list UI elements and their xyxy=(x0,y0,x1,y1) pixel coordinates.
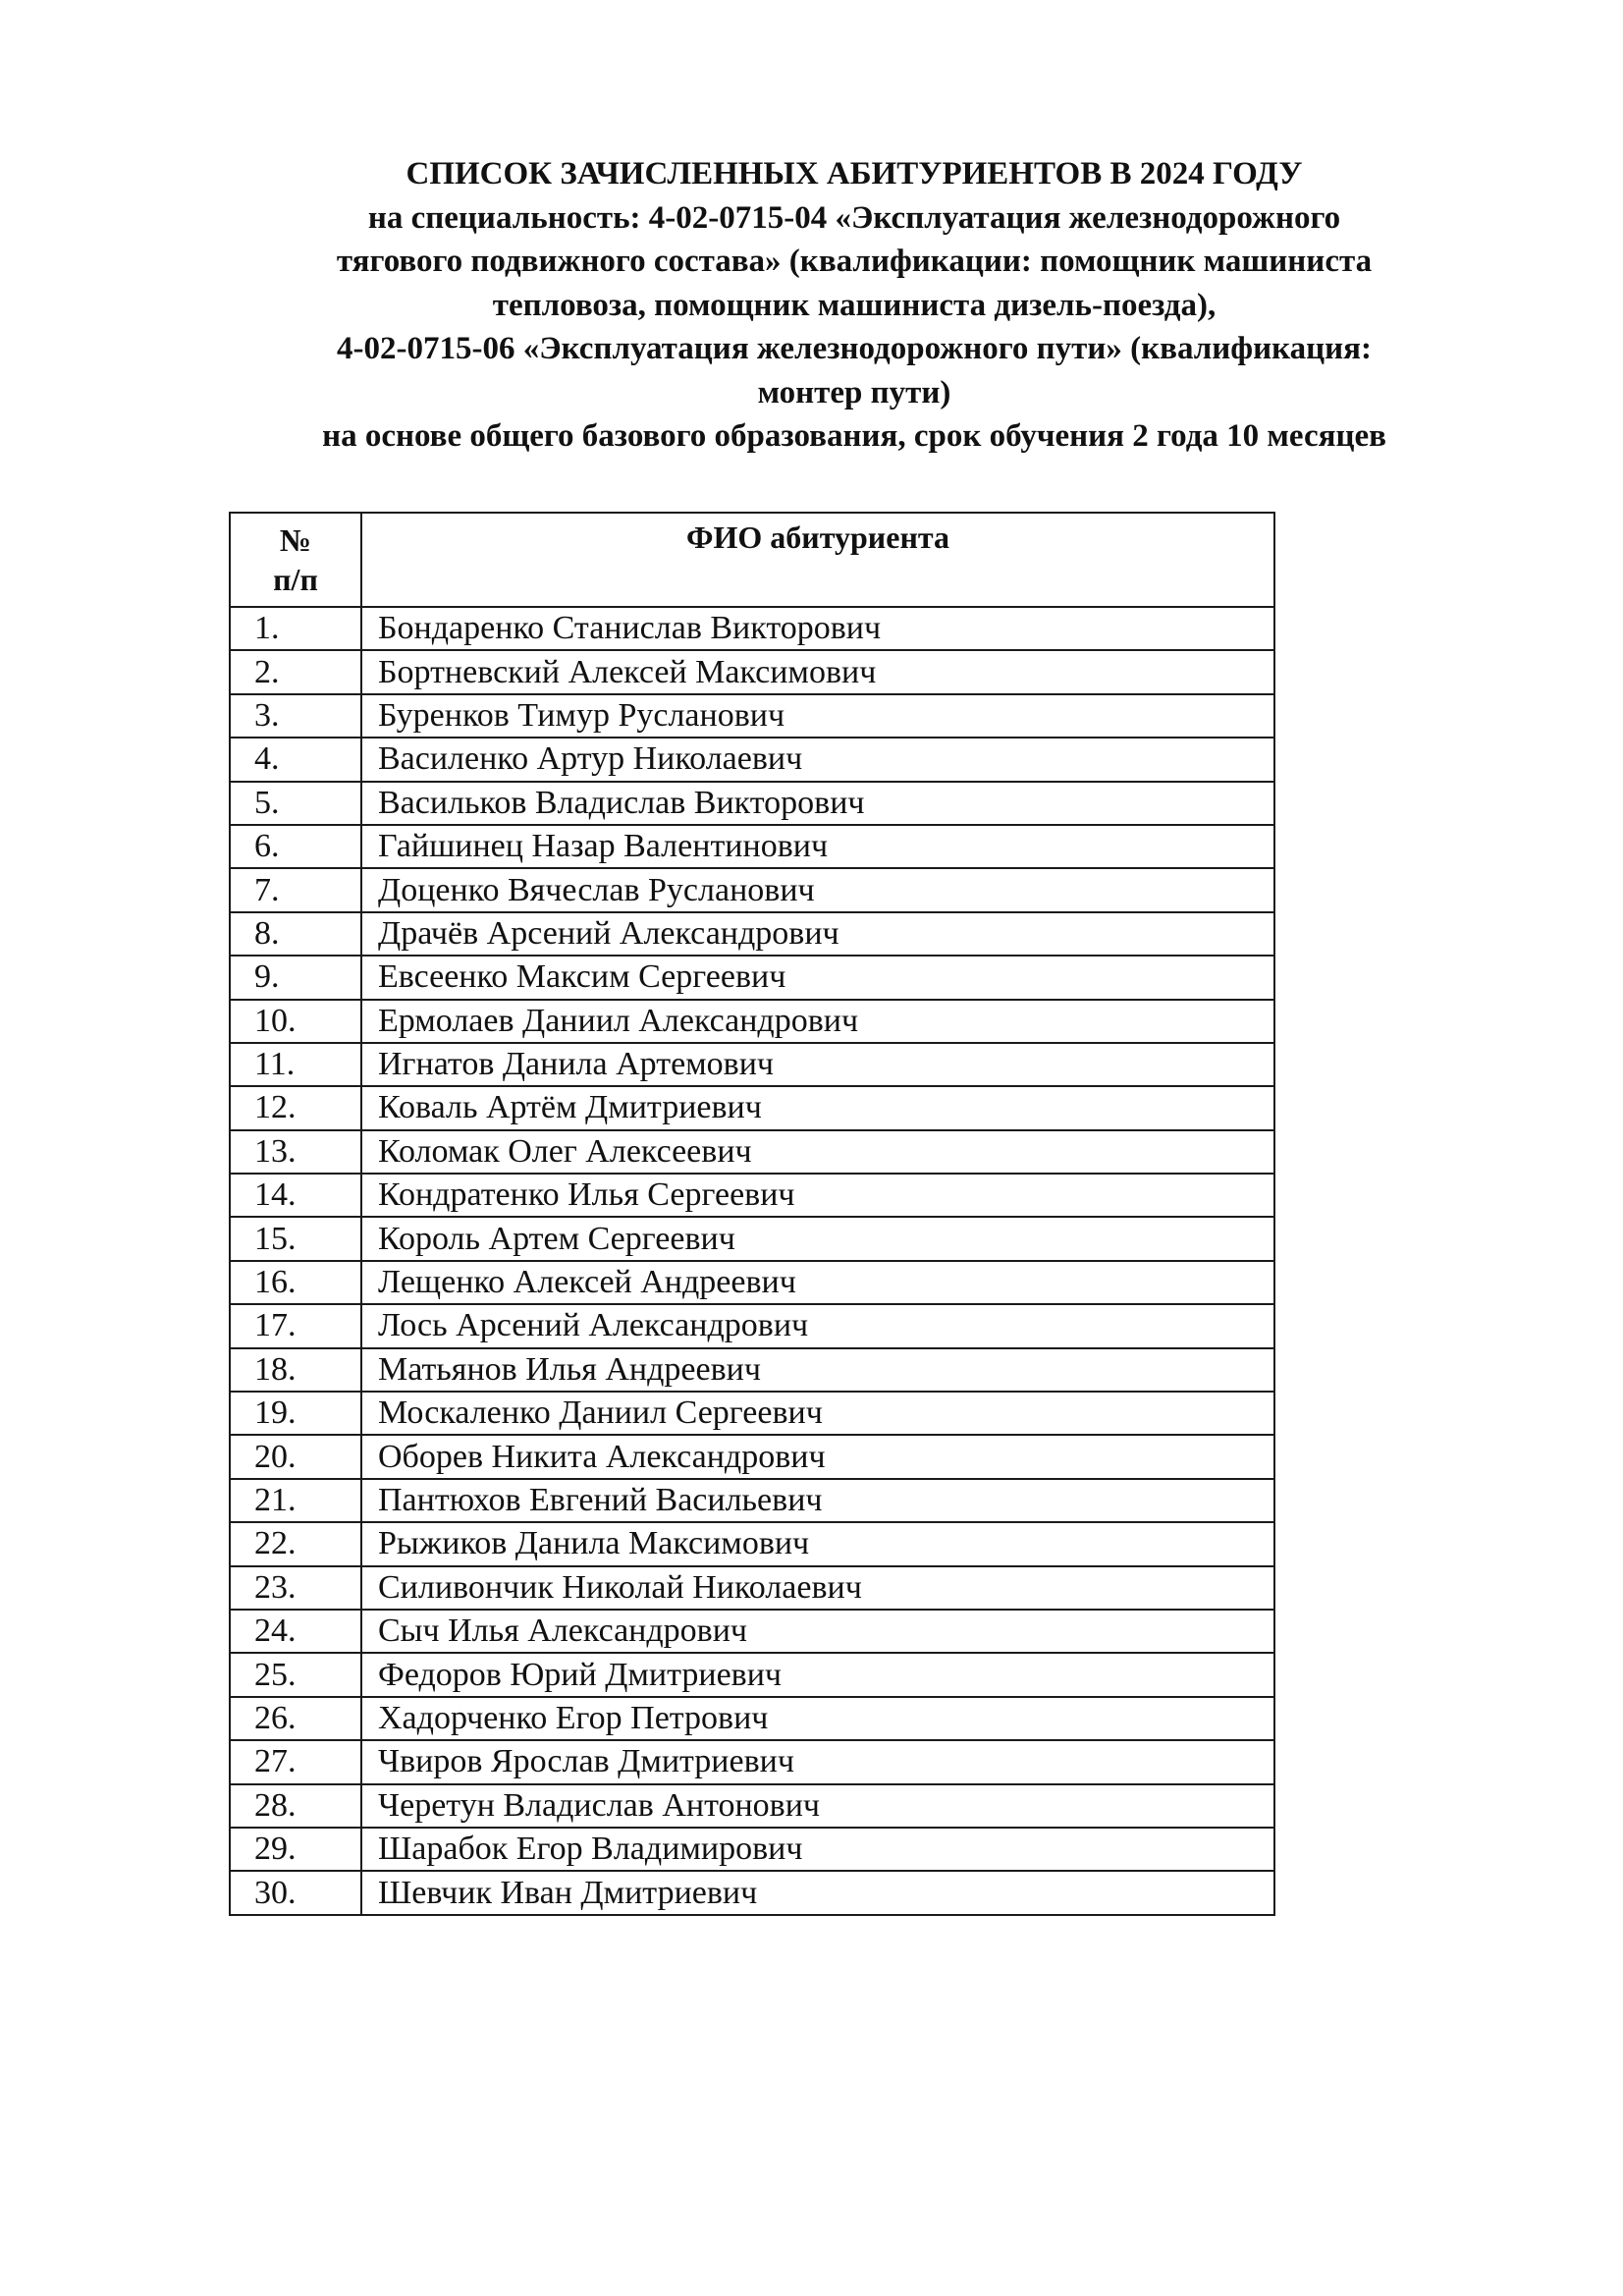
table-row xyxy=(230,1653,1274,1696)
enrolled-applicants-table xyxy=(229,512,1275,1916)
applicant-name: Лещенко Алексей Андреевич xyxy=(361,1261,1274,1304)
row-number: 19. xyxy=(230,1392,361,1435)
row-number: 26. xyxy=(230,1697,361,1740)
table-row xyxy=(230,1871,1274,1914)
applicant-name: Гайшинец Назар Валентинович xyxy=(361,825,1274,868)
table-row xyxy=(230,1828,1274,1871)
applicant-name: Сыч Илья Александрович xyxy=(361,1610,1274,1653)
table-row xyxy=(230,868,1274,911)
table-row xyxy=(230,1000,1274,1043)
applicant-name: Пантюхов Евгений Васильевич xyxy=(361,1479,1274,1522)
number-header-symbol: № xyxy=(279,522,312,558)
applicant-name: Буренков Тимур Русланович xyxy=(361,694,1274,738)
applicant-name: Игнатов Данила Артемович xyxy=(361,1043,1274,1086)
row-number: 12. xyxy=(230,1086,361,1129)
row-number: 24. xyxy=(230,1610,361,1653)
table-row xyxy=(230,1086,1274,1129)
applicant-name: Коломак Олег Алексеевич xyxy=(361,1130,1274,1174)
table-row xyxy=(230,1392,1274,1435)
applicant-name: Лось Арсений Александрович xyxy=(361,1304,1274,1347)
table-row xyxy=(230,1348,1274,1392)
table-row xyxy=(230,1740,1274,1783)
row-number: 10. xyxy=(230,1000,361,1043)
table-row xyxy=(230,650,1274,693)
specialty-line-3: тепловоза, помощник машиниста дизель-поезда), xyxy=(492,287,1217,323)
table-row xyxy=(230,1784,1274,1828)
table-row xyxy=(230,1304,1274,1347)
table-body xyxy=(230,607,1274,1915)
applicant-name: Рыжиков Данила Максимович xyxy=(361,1522,1274,1565)
table-row xyxy=(230,1566,1274,1610)
applicant-name: Силивончик Николай Николаевич xyxy=(361,1566,1274,1610)
applicant-name: Драчёв Арсений Александрович xyxy=(361,912,1274,956)
row-number: 21. xyxy=(230,1479,361,1522)
applicant-name: Шевчик Иван Дмитриевич xyxy=(361,1871,1274,1914)
study-terms-line: на основе общего базового образования, срок обучения 2 года 10 месяцев xyxy=(322,418,1386,454)
row-number: 15. xyxy=(230,1217,361,1260)
row-number: 20. xyxy=(230,1435,361,1478)
applicant-name: Король Артем Сергеевич xyxy=(361,1217,1274,1260)
row-number: 27. xyxy=(230,1740,361,1783)
table-row xyxy=(230,694,1274,738)
specialty-line-5: монтер пути) xyxy=(757,374,951,410)
applicant-name: Федоров Юрий Дмитриевич xyxy=(361,1653,1274,1696)
row-number: 1. xyxy=(230,607,361,650)
applicant-name: Шарабок Егор Владимирович xyxy=(361,1828,1274,1871)
table-row xyxy=(230,1610,1274,1653)
row-number: 5. xyxy=(230,782,361,825)
document-title: СПИСОК ЗАЧИСЛЕННЫХ АБИТУРИЕНТОВ В 2024 ГОДУ xyxy=(406,156,1303,191)
applicant-name: Кондратенко Илья Сергеевич xyxy=(361,1174,1274,1217)
applicant-name: Оборев Никита Александрович xyxy=(361,1435,1274,1478)
applicant-name: Хадорченко Егор Петрович xyxy=(361,1697,1274,1740)
row-number: 18. xyxy=(230,1348,361,1392)
table-row xyxy=(230,825,1274,868)
table-row xyxy=(230,1130,1274,1174)
row-number: 28. xyxy=(230,1784,361,1828)
specialty-line-1: на специальность: 4-02-0715-04 «Эксплуатация железнодорожного xyxy=(367,199,1341,236)
table-row xyxy=(230,1174,1274,1217)
applicant-name: Бортневский Алексей Максимович xyxy=(361,650,1274,693)
row-number: 8. xyxy=(230,912,361,956)
applicant-name: Матьянов Илья Андреевич xyxy=(361,1348,1274,1392)
table-header-row xyxy=(230,513,1274,607)
applicant-name: Васильков Владислав Викторович xyxy=(361,782,1274,825)
table-row xyxy=(230,1697,1274,1740)
table-row xyxy=(230,956,1274,999)
row-number: 30. xyxy=(230,1871,361,1914)
row-number: 14. xyxy=(230,1174,361,1217)
row-number: 7. xyxy=(230,868,361,911)
table-row xyxy=(230,1435,1274,1478)
table-row xyxy=(230,1522,1274,1565)
row-number: 2. xyxy=(230,650,361,693)
row-number: 11. xyxy=(230,1043,361,1086)
row-number: 17. xyxy=(230,1304,361,1347)
row-number: 23. xyxy=(230,1566,361,1610)
row-number: 16. xyxy=(230,1261,361,1304)
specialty-line-4: 4-02-0715-06 «Эксплуатация железнодорожного пути» (квалификация: xyxy=(337,331,1372,366)
applicant-name: Коваль Артём Дмитриевич xyxy=(361,1086,1274,1129)
table-row xyxy=(230,607,1274,650)
applicant-name: Москаленко Даниил Сергеевич xyxy=(361,1392,1274,1435)
applicant-name: Доценко Вячеслав Русланович xyxy=(361,868,1274,911)
row-number: 29. xyxy=(230,1828,361,1871)
table-row xyxy=(230,1261,1274,1304)
row-number: 4. xyxy=(230,738,361,781)
table-row xyxy=(230,738,1274,781)
number-column-header xyxy=(230,513,361,607)
applicant-name: Бондаренко Станислав Викторович xyxy=(361,607,1274,650)
row-number: 3. xyxy=(230,694,361,738)
row-number: 25. xyxy=(230,1653,361,1696)
applicant-name: Чвиров Ярослав Дмитриевич xyxy=(361,1740,1274,1783)
table-row xyxy=(230,782,1274,825)
applicant-name: Ермолаев Даниил Александрович xyxy=(361,1000,1274,1043)
row-number: 22. xyxy=(230,1522,361,1565)
applicant-name: Евсеенко Максим Сергеевич xyxy=(361,956,1274,999)
applicant-name: Черетун Владислав Антонович xyxy=(361,1784,1274,1828)
row-number: 9. xyxy=(230,956,361,999)
table-row xyxy=(230,1217,1274,1260)
table-row xyxy=(230,1479,1274,1522)
number-header-abbrev: п/п xyxy=(273,562,318,597)
row-number: 6. xyxy=(230,825,361,868)
document-header xyxy=(177,152,1532,459)
row-number: 13. xyxy=(230,1130,361,1174)
applicant-name: Василенко Артур Николаевич xyxy=(361,738,1274,781)
specialty-line-2: тягового подвижного состава» (квалификации: помощник машиниста xyxy=(336,244,1373,279)
table-row xyxy=(230,1043,1274,1086)
table-row xyxy=(230,912,1274,956)
name-column-header: ФИО абитуриента xyxy=(361,513,1274,607)
